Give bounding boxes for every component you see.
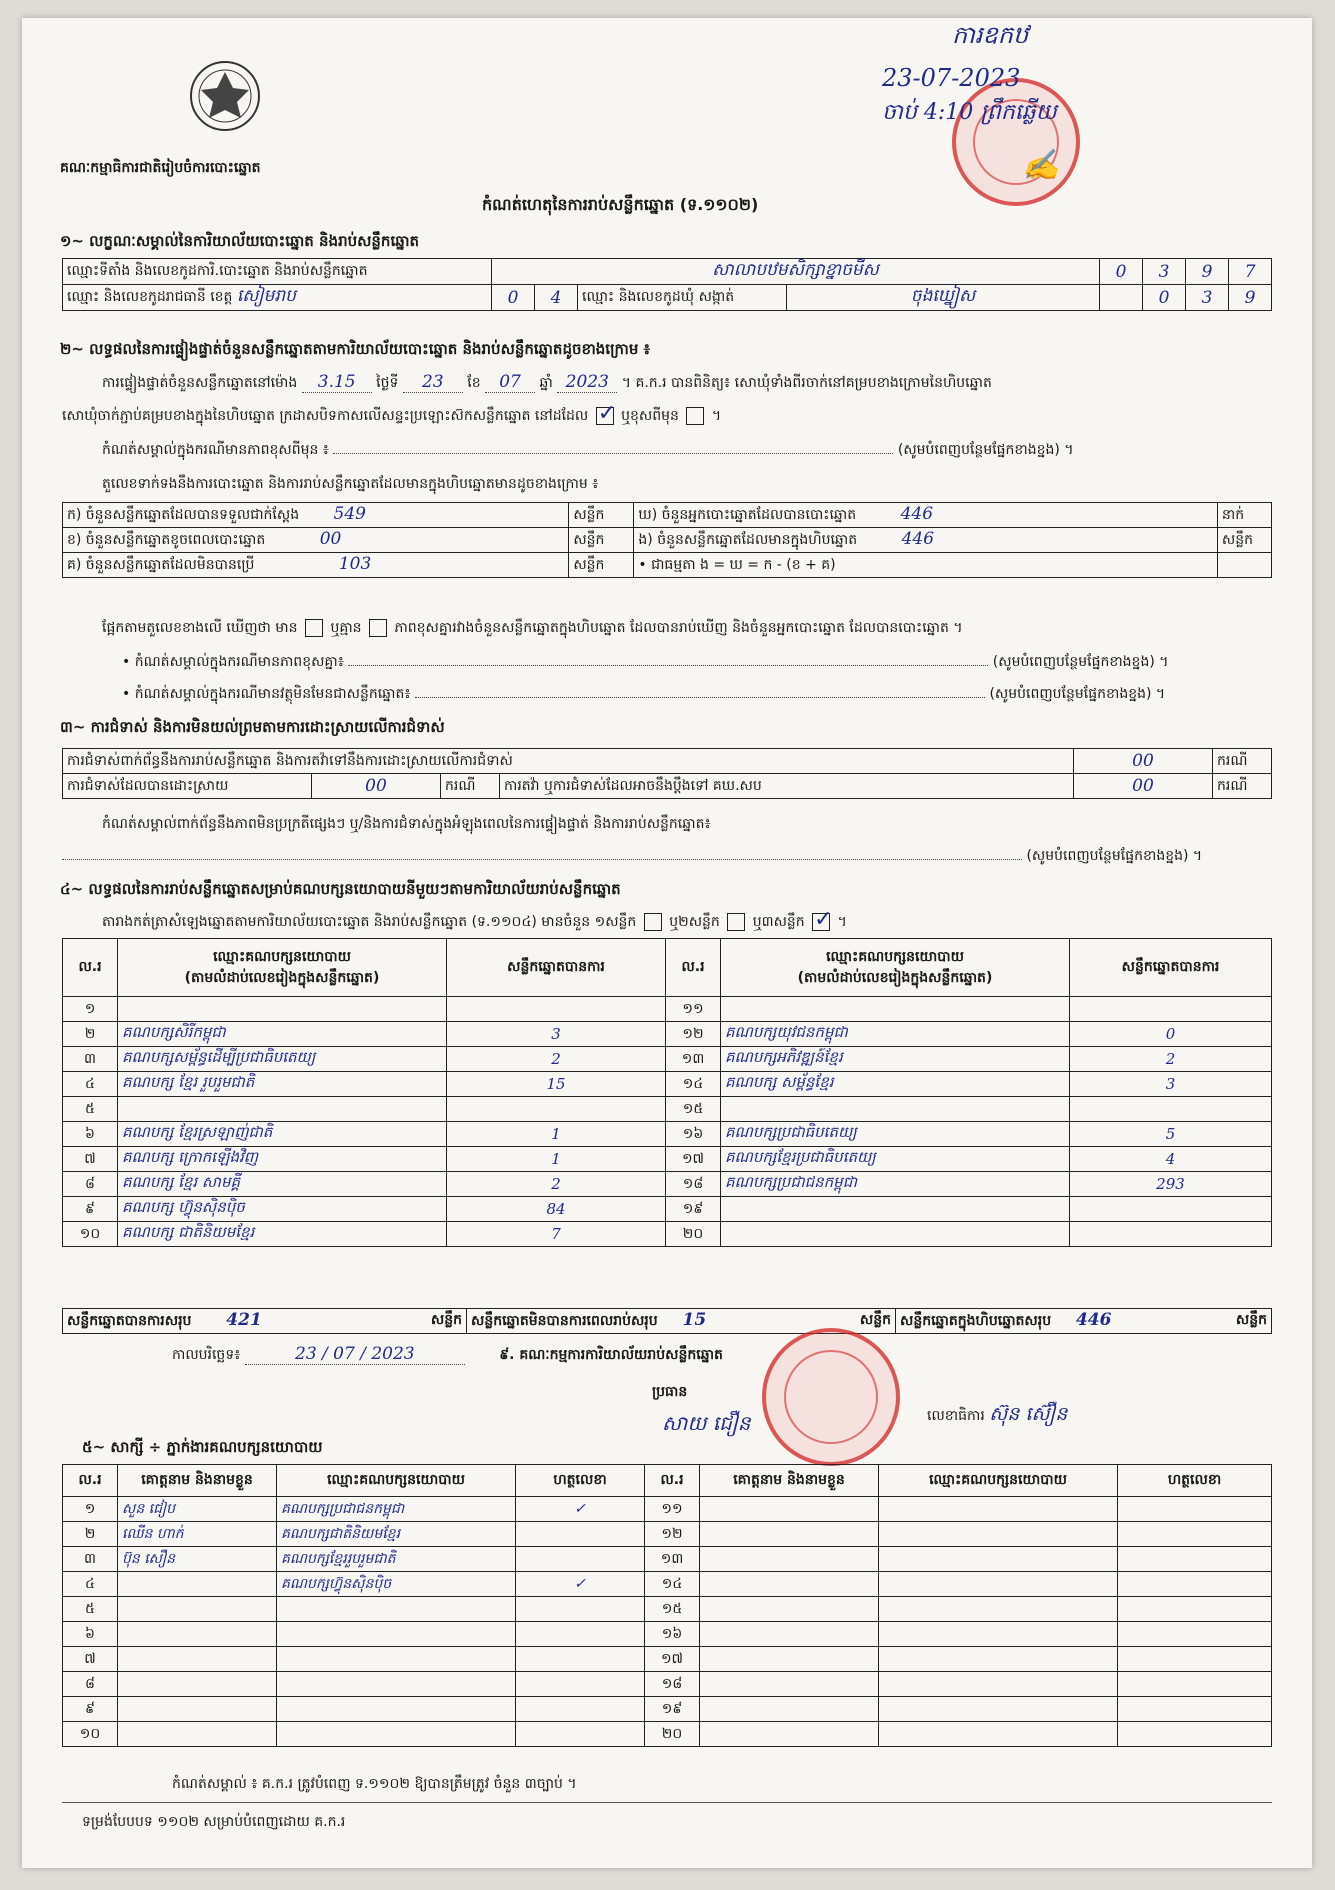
witness-name xyxy=(700,1597,879,1622)
witness-signature xyxy=(1118,1647,1272,1672)
result-party xyxy=(118,997,447,1022)
objection-table: ការជំទាស់ពាក់ព័ន្ធនឹងការរាប់សន្លឹកឆ្នោត និងការតវ៉ាទៅនឹងការដោះស្រាយលើការជំទាស់ 00 ករណី ការជំទាស់ដែលបានដោះស្រាយ 00 ករណី ការតវ៉ា ឬការជំទាស់ដែលអាចនឹងប្តឹងទៅ គឃ.សប 00 ករណី xyxy=(62,748,1272,799)
table-row xyxy=(63,997,1272,1022)
commune-label: ឈ្មោះ និងលេខកូដឃុំ សង្កាត់ xyxy=(578,285,787,311)
bullet-foreign-object: • កំណត់សម្គាល់ក្នុងករណីមានវត្ថុមិនមែនជាសន្លឹកឆ្នោត៖ (សូមបំពេញបន្ថែមផ្នែកខាងខ្នង) ។ xyxy=(122,686,1166,702)
result-no: ៩ xyxy=(63,1197,118,1222)
table-row xyxy=(63,1522,1272,1547)
result-no: ២ xyxy=(63,1022,118,1047)
table-row xyxy=(63,1097,1272,1122)
commune-value: ចុងឃ្នៀស xyxy=(787,285,1100,311)
province-code-1: 0 xyxy=(492,285,535,311)
resolved-count: 00 xyxy=(312,774,441,799)
table-row xyxy=(63,1647,1272,1672)
witness-no: ១៣ xyxy=(645,1547,700,1572)
witness-name xyxy=(118,1672,277,1697)
total-valid-ballots: 421 xyxy=(226,1310,262,1330)
witness-signature xyxy=(1118,1547,1272,1572)
witness-no: ៩ xyxy=(63,1697,118,1722)
witness-signature xyxy=(1118,1572,1272,1597)
witness-party: គណបក្សខ្មែររួបរួមជាតិ xyxy=(277,1547,516,1572)
witness-party xyxy=(879,1522,1118,1547)
witness-signature xyxy=(1118,1697,1272,1722)
result-party: គណបក្សប្រជាជនកម្ពុជា xyxy=(721,1172,1070,1197)
section1-table xyxy=(62,258,1272,311)
witness-party xyxy=(277,1597,516,1622)
witness-no: ១៨ xyxy=(645,1672,700,1697)
result-no: ៨ xyxy=(63,1172,118,1197)
result-votes: 0 xyxy=(1070,1022,1272,1047)
witness-no: ២ xyxy=(63,1522,118,1547)
witness-no: ៤ xyxy=(63,1572,118,1597)
witness-party xyxy=(879,1697,1118,1722)
province-code-2: 4 xyxy=(535,285,578,311)
result-votes: 2 xyxy=(447,1172,666,1197)
result-party: គណបក្ស សម្ព័ន្ធខ្មែរ xyxy=(721,1072,1070,1097)
sheet-count-line: តារាងកត់ត្រាសំឡេងឆ្នោតតាមការិយាល័យបោះឆ្នោត និងរាប់សន្លឹកឆ្នោត (ទ.១១០៤) មានចំនួន ១សន្លឹក ឬ២សន្លឹក ឬ៣សន្លឹក ✓ ។ xyxy=(102,912,847,933)
location-code-4: 7 xyxy=(1229,259,1272,285)
secretary-label: លេខាធិការ ស៊ុន ស៊ឿន xyxy=(927,1403,1068,1425)
result-party: គណបក្ស ខ្មែរស្រឡាញ់ជាតិ xyxy=(118,1122,447,1147)
witness-party: គណបក្សប្រជាជនកម្ពុជា xyxy=(277,1497,516,1522)
witness-no: ១៦ xyxy=(645,1622,700,1647)
location-code-3: 9 xyxy=(1186,259,1229,285)
result-votes xyxy=(447,1097,666,1122)
witness-no: ១២ xyxy=(645,1522,700,1547)
witness-signature xyxy=(1118,1497,1272,1522)
table-row xyxy=(63,1172,1272,1197)
witness-no: ២០ xyxy=(645,1722,700,1747)
result-votes: 84 xyxy=(447,1197,666,1222)
witness-note: កំណត់សម្គាល់ ៖ គ.ក.រ ត្រូវបំពេញ ទ.១១០២ ឱ្យបានត្រឹមត្រូវ ចំនួន ៣ច្បាប់ ។ xyxy=(172,1776,577,1792)
objection-label: ការជំទាស់ពាក់ព័ន្ធនឹងការរាប់សន្លឹកឆ្នោត និងការតវ៉ាទៅនឹងការដោះស្រាយលើការជំទាស់ xyxy=(63,749,1074,774)
verification-day: 23 xyxy=(403,372,463,393)
section4-heading: ៤~ លទ្ធផលនៃការរាប់សន្លឹកឆ្នោតសម្រាប់គណបក្សនយោបាយនីមួយៗតាមការិយាល័យរាប់សន្លឹកឆ្នោត xyxy=(60,880,621,898)
witness-no: ៨ xyxy=(63,1672,118,1697)
witness-signature: ✓ xyxy=(516,1497,645,1522)
total-box-ballots: 446 xyxy=(1075,1310,1112,1330)
section1-heading: ១~ លក្ខណៈសម្គាល់នៃការិយាល័យបោះឆ្នោត និងរាប់សន្លឹកឆ្នោត xyxy=(60,232,420,250)
result-party xyxy=(721,997,1070,1022)
result-no: ២០ xyxy=(666,1222,721,1247)
secretary-signature: ស៊ុន ស៊ឿន xyxy=(989,1403,1068,1425)
result-no: ១ xyxy=(63,997,118,1022)
witness-party xyxy=(879,1647,1118,1672)
report-date: 23 / 07 / 2023 xyxy=(245,1344,465,1365)
location-code-2: 3 xyxy=(1143,259,1186,285)
result-votes xyxy=(1070,1097,1272,1122)
location-value: សាលាបឋមសិក្សាខ្នាចមីស xyxy=(492,259,1100,285)
commune-code-3: 9 xyxy=(1229,285,1272,311)
difference-no-checkbox[interactable] xyxy=(369,619,387,637)
table-row xyxy=(63,1722,1272,1747)
result-no: ១៤ xyxy=(666,1072,721,1097)
count-intro: តួលេខទាក់ទងនឹងការបោះឆ្នោត និងការរាប់សន្លឹកឆ្នោតដែលមានក្នុងហិបឆ្នោតមានដូចខាងក្រោម ៖ xyxy=(102,476,599,492)
witness-no: ៥ xyxy=(63,1597,118,1622)
appeal-label: ការតវ៉ា ឬការជំទាស់ដែលអាចនឹងប្តឹងទៅ គឃ.សប xyxy=(500,774,1074,799)
org-name: គណៈកម្មាធិការជាតិរៀបចំការបោះឆ្នោត xyxy=(60,160,261,176)
witness-name: ឈើន ហាក់ xyxy=(118,1522,277,1547)
witness-name: សួន ជៀប xyxy=(118,1497,277,1522)
witness-party xyxy=(277,1622,516,1647)
witness-signature xyxy=(1118,1722,1272,1747)
witness-name xyxy=(118,1697,277,1722)
page-title: កំណត់ហេតុនៃការរាប់សន្លឹកឆ្នោត (ទ.១១០២) xyxy=(482,195,759,214)
witness-signature: ✓ xyxy=(516,1572,645,1597)
result-votes: 3 xyxy=(1070,1072,1272,1097)
top-annotation-2: 23-07-2023 xyxy=(882,64,1021,92)
top-annotation-1: ការឧកឋ xyxy=(952,21,1029,49)
result-party: គណបក្សយុវជនកម្ពុជា xyxy=(721,1022,1070,1047)
witness-signature xyxy=(516,1597,645,1622)
result-party: គណបក្សសិរីកម្ពុជា xyxy=(118,1022,447,1047)
witness-name xyxy=(700,1497,879,1522)
results-table: ល.រ ឈ្មោះគណបក្សនយោបាយ (តាមលំដាប់លេខរៀងក្នុងសន្លឹកឆ្នោត) សន្លឹកឆ្នោតបានការ ល.រ ឈ្មោះគណបក្សនយោបាយ (តាមលំដាប់លេខរៀងក្នុងសន្លឹកឆ្នោត) សន្លឹកឆ្នោតបានការ ១ ១១ ២ គណបក្សសិរីកម្ពុជា 3 ១២ គណបក្សយុវជនកម្ពុជា 0 ៣ គណបក្សសម្ព័ន្ធដើម្បីប្រជាធិបតេយ្យ 2 ១៣ គណបក្សអភិវឌ្ឍន៍ខ្មែរ 2 ៤ គណបក្ស ខ្មែរ រួបរួមជាតិ 15 ១៤ គណបក្ស សម្ព័ន្ធខ្មែរ 3 ៥ ១៥ ៦ គណបក្ស ខ្មែរស្រឡាញ់ជាតិ 1 ១៦ គណបក្សប្រជាធិបតេយ្យ 5 ៧ គណបក្ស ក្រោកឡើងវិញ 1 ១៧ គណបក្សខ្មែរប្រជាធិបតេយ្យ 4 ៨ គណបក្ស ខ្មែរ សាមគ្គី 2 ១៨ គណបក្សប្រជាជនកម្ពុជា 293 ៩ គណបក្ស ហ៊្វុនស៊ិនប៉ិច 84 ១៩ ១០ គណបក្ស ជាតិនិយមខ្មែរ 7 ២០ xyxy=(62,938,1272,1247)
section3-heading: ៣~ ការជំទាស់ និងការមិនយល់ព្រមតាមការដោះស្រាយលើការជំទាស់ xyxy=(60,718,445,736)
witness-no: ១ xyxy=(63,1497,118,1522)
witness-name xyxy=(118,1597,277,1622)
witness-party xyxy=(277,1722,516,1747)
total-invalid-ballots: 15 xyxy=(682,1310,707,1330)
result-no: ១៣ xyxy=(666,1047,721,1072)
result-no: ៣ xyxy=(63,1047,118,1072)
result-no: ១០ xyxy=(63,1222,118,1247)
location-label: ឈ្មោះទីតាំង និងលេខកូដការិ.បោះឆ្នោត និងរាប់សន្លឹកឆ្នោត xyxy=(63,259,492,285)
result-party: គណបក្សសម្ព័ន្ធដើម្បីប្រជាធិបតេយ្យ xyxy=(118,1047,447,1072)
result-party xyxy=(721,1197,1070,1222)
verification-line-1: ការផ្ទៀងផ្ទាត់ចំនួនសន្លឹកឆ្នោតនៅម៉ោង 3.15 ថ្ងៃទី 23 ខែ 07 ឆ្នាំ 2023 ។ គ.ក.រ បានពិនិត្យ៖ សោឃុំទាំងពីរចាក់នៅគម្របខាងក្រោមនៃហិបឆ្នោត xyxy=(102,372,992,392)
commune-code-1: 0 xyxy=(1143,285,1186,311)
witness-signature xyxy=(1118,1672,1272,1697)
table-row xyxy=(63,1497,1272,1522)
result-no: ៥ xyxy=(63,1097,118,1122)
table-row xyxy=(63,1597,1272,1622)
witness-name xyxy=(118,1647,277,1672)
result-votes xyxy=(1070,1222,1272,1247)
voters-count: 446 xyxy=(900,504,934,524)
objection-note-line: (សូមបំពេញបន្ថែមផ្នែកខាងខ្នង) ។ xyxy=(62,846,1202,867)
witness-signature xyxy=(516,1672,645,1697)
witness-party xyxy=(879,1497,1118,1522)
top-annotation-3: ចាប់ 4:10 ព្រឹកឆ្លើយ xyxy=(882,100,1057,125)
witness-no: ១០ xyxy=(63,1722,118,1747)
president-signature: សាយ ជឿន xyxy=(662,1411,751,1435)
witness-name xyxy=(700,1647,879,1672)
received-ballots: 549 xyxy=(333,504,366,524)
result-no: ១៩ xyxy=(666,1197,721,1222)
spoiled-ballots: 00 xyxy=(319,529,342,549)
ballots-in-box: 446 xyxy=(901,529,935,549)
difference-note: កំណត់សម្គាល់ក្នុងករណីមានភាពខុសពីមុន ៖ (សូមបំពេញបន្ថែមផ្នែកខាងខ្នង) ។ xyxy=(102,442,1074,458)
result-votes xyxy=(1070,1197,1272,1222)
result-party: គណបក្ស ហ៊្វុនស៊ិនប៉ិច xyxy=(118,1197,447,1222)
count-row: ខ) ចំនួនសន្លឹកឆ្នោតខូចពេលបោះឆ្នោត 00 សន្លឹក ង) ចំនួនសន្លឹកឆ្នោតដែលមានក្នុងហិបឆ្នោត 446 សន្លឹក xyxy=(63,528,1272,553)
official-stamp-bottom xyxy=(762,1328,900,1466)
witness-no: ៣ xyxy=(63,1547,118,1572)
witness-name xyxy=(700,1672,879,1697)
resolved-label: ការជំទាស់ដែលបានដោះស្រាយ xyxy=(63,774,312,799)
result-votes: 5 xyxy=(1070,1122,1272,1147)
witness-no: ៧ xyxy=(63,1647,118,1672)
result-votes: 2 xyxy=(1070,1047,1272,1072)
witness-name xyxy=(118,1622,277,1647)
footer-divider xyxy=(62,1802,1272,1803)
witness-signature xyxy=(516,1647,645,1672)
objection-count: 00 xyxy=(1074,749,1213,774)
objection-note: កំណត់សម្គាល់ពាក់ព័ន្ធនឹងភាពមិនប្រក្រតីផ្សេងៗ ឬ/និងការជំទាស់ក្នុងអំឡុងពេលនៃការផ្ទៀងផ្ទាត់ និងការរាប់សន្លឹកឆ្នោត៖ xyxy=(102,816,711,832)
witness-party xyxy=(879,1597,1118,1622)
verification-line-2: សោឃុំចាក់ភ្ជាប់គម្របខាងក្នុងនៃហិបឆ្នោត ក្រដាសបិទកាសលើសន្ទះប្រឡោះស៊កសន្លឹកឆ្នោត នៅដដែល ✓ ឬខុសពីមុន ។ xyxy=(62,406,721,427)
result-no: ១៧ xyxy=(666,1147,721,1172)
result-votes: 1 xyxy=(447,1122,666,1147)
result-no: ៤ xyxy=(63,1072,118,1097)
witness-name xyxy=(700,1572,879,1597)
top-signature: ✍ xyxy=(1022,148,1060,183)
table-row xyxy=(63,1147,1272,1172)
witness-party: គណបក្សហ៊្វុនស៊ិនប៉ិច xyxy=(277,1572,516,1597)
witness-party: គណបក្សជាតិនិយមខ្មែរ xyxy=(277,1522,516,1547)
table-row xyxy=(63,1022,1272,1047)
witness-signature xyxy=(1118,1622,1272,1647)
witness-party xyxy=(277,1697,516,1722)
result-party: គណបក្សប្រជាធិបតេយ្យ xyxy=(721,1122,1070,1147)
witness-no: ១៤ xyxy=(645,1572,700,1597)
date-line: កាលបរិច្ឆេទ៖ 23 / 07 / 2023 ៩. គណៈកម្មការការិយាល័យរាប់សន្លឹកឆ្នោត xyxy=(172,1344,723,1364)
result-party xyxy=(721,1222,1070,1247)
witness-party xyxy=(879,1547,1118,1572)
witness-signature xyxy=(1118,1597,1272,1622)
witness-signature xyxy=(516,1722,645,1747)
result-party: គណបក្ស ជាតិនិយមខ្មែរ xyxy=(118,1222,447,1247)
result-votes: 4 xyxy=(1070,1147,1272,1172)
section2-heading: ២~ លទ្ធផលនៃការផ្ទៀងផ្ទាត់ចំនួនសន្លឹកឆ្នោតតាមការិយាល័យបោះឆ្នោត និងរាប់សន្លឹកឆ្នោតដូចខាងក្រោម ៖ xyxy=(60,340,651,358)
result-votes: 7 xyxy=(447,1222,666,1247)
witness-name xyxy=(700,1547,879,1572)
emblem-icon xyxy=(187,58,263,134)
result-votes xyxy=(447,997,666,1022)
province-label: ឈ្មោះ និងលេខកូដរាជធានី ខេត្ត សៀមរាប xyxy=(63,285,492,311)
witness-name: ប៊ុន សឿន xyxy=(118,1547,277,1572)
witness-name xyxy=(700,1697,879,1722)
table-row xyxy=(63,1047,1272,1072)
result-no: ១៦ xyxy=(666,1122,721,1147)
location-code-1: 0 xyxy=(1100,259,1143,285)
witness-signature xyxy=(1118,1522,1272,1547)
verification-year: 2023 xyxy=(557,372,617,393)
result-no: ១២ xyxy=(666,1022,721,1047)
witness-name xyxy=(700,1722,879,1747)
result-votes: 3 xyxy=(447,1022,666,1047)
result-no: ៧ xyxy=(63,1147,118,1172)
witness-signature xyxy=(516,1522,645,1547)
witness-party xyxy=(879,1622,1118,1647)
witness-name xyxy=(700,1622,879,1647)
compare-line: ផ្អែកតាមតួលេខខាងលើ ឃើញថា មាន ឬគ្មាន ភាពខុសគ្នារវាងចំនួនសន្លឹកឆ្នោតក្នុងហិបឆ្នោត ដែលបានរាប់ឃើញ និងចំនួនអ្នកបោះឆ្នោត ដែលបានបោះឆ្នោត ។ xyxy=(102,620,963,636)
result-party: គណបក្សខ្មែរប្រជាធិបតេយ្យ xyxy=(721,1147,1070,1172)
result-votes: 15 xyxy=(447,1072,666,1097)
result-party: គណបក្សអភិវឌ្ឍន៍ខ្មែរ xyxy=(721,1047,1070,1072)
count-row: ក) ចំនួនសន្លឹកឆ្នោតដែលបានទទួលជាក់ស្តែង 549 សន្លឹក ឃ) ចំនួនអ្នកបោះឆ្នោតដែលបានបោះឆ្នោត 446 នាក់ xyxy=(63,503,1272,528)
appeal-count: 00 xyxy=(1074,774,1213,799)
result-votes: 293 xyxy=(1070,1172,1272,1197)
result-party xyxy=(118,1097,447,1122)
totals-table: សន្លឹកឆ្នោតបានការសរុប 421 សន្លឹក សន្លឹកឆ្នោតមិនបានការពេលរាប់សរុប 15 សន្លឹក សន្លឹកឆ្នោតក្នុងហិបឆ្នោតសរុប 446 សន្លឹក xyxy=(62,1308,1272,1334)
witness-party xyxy=(879,1572,1118,1597)
verification-month: 07 xyxy=(485,372,535,393)
table-row xyxy=(63,1572,1272,1597)
result-no: ៦ xyxy=(63,1122,118,1147)
count-row: គ) ចំនួនសន្លឹកឆ្នោតដែលមិនបានប្រើ 103 សន្លឹក • ជាធម្មតា ង = ឃ = ក - (ខ + គ) xyxy=(63,553,1272,578)
witness-name xyxy=(700,1522,879,1547)
result-party: គណបក្ស ខ្មែរ រួបរួមជាតិ xyxy=(118,1072,447,1097)
bullet-difference: • កំណត់សម្គាល់ក្នុងករណីមានភាពខុសគ្នា៖ (សូមបំពេញបន្ថែមផ្នែកខាងខ្នង) ។ xyxy=(122,654,1169,670)
table-row xyxy=(63,1547,1272,1572)
result-votes xyxy=(1070,997,1272,1022)
witness-party xyxy=(277,1672,516,1697)
table-row xyxy=(63,1122,1272,1147)
president-label: ប្រធាន xyxy=(652,1384,688,1400)
verification-time: 3.15 xyxy=(302,372,372,393)
witness-party xyxy=(879,1672,1118,1697)
witness-no: ១៩ xyxy=(645,1697,700,1722)
witness-no: ១១ xyxy=(645,1497,700,1522)
witness-no: ១៧ xyxy=(645,1647,700,1672)
document-page xyxy=(22,18,1312,1868)
witness-party xyxy=(879,1722,1118,1747)
witness-table: ល.រ គោត្តនាម និងនាមខ្លួន ឈ្មោះគណបក្សនយោបាយ ហត្ថលេខា ល.រ គោត្តនាម និងនាមខ្លួន ឈ្មោះគណបក្សនយោបាយ ហត្ថលេខា ១ សួន ជៀប គណបក្សប្រជាជនកម្ពុជា ✓ ១១ ២ ឈើន ហាក់ គណបក្សជាតិនិយមខ្មែរ ១២ ៣ ប៊ុន សឿន គណបក្សខ្មែររួបរួមជាតិ ១៣ ៤ គណបក្សហ៊្វុនស៊ិនប៉ិច ✓ ១៤ ៥ ១៥ ៦ ១៦ ៧ ១៧ ៨ ១៨ ៩ ១៩ ១០ ២០ xyxy=(62,1464,1272,1747)
two-sheet-checkbox[interactable] xyxy=(727,913,745,931)
table-row xyxy=(63,1072,1272,1097)
footer-text: ទម្រង់បែបបទ ១១០២ សម្រាប់បំពេញដោយ គ.ក.រ xyxy=(82,1814,346,1830)
result-party: គណបក្ស ក្រោកឡើងវិញ xyxy=(118,1147,447,1172)
result-no: ១៨ xyxy=(666,1172,721,1197)
three-sheet-checkbox[interactable] xyxy=(812,913,830,931)
witness-party xyxy=(277,1647,516,1672)
witness-signature xyxy=(516,1547,645,1572)
table-row xyxy=(63,1672,1272,1697)
result-no: ១៥ xyxy=(666,1097,721,1122)
witness-no: ៦ xyxy=(63,1622,118,1647)
result-votes: 1 xyxy=(447,1147,666,1172)
result-party: គណបក្ស ខ្មែរ សាមគ្គី xyxy=(118,1172,447,1197)
result-no: ១១ xyxy=(666,997,721,1022)
witness-name xyxy=(118,1722,277,1747)
table-row xyxy=(63,1622,1272,1647)
table-row xyxy=(63,1222,1272,1247)
table-row xyxy=(63,1697,1272,1722)
table-row xyxy=(63,1197,1272,1222)
unused-ballots: 103 xyxy=(338,554,372,574)
one-sheet-checkbox[interactable] xyxy=(644,913,662,931)
commune-code-2: 3 xyxy=(1186,285,1229,311)
result-votes: 2 xyxy=(447,1047,666,1072)
witness-signature xyxy=(516,1697,645,1722)
count-table xyxy=(62,502,1272,578)
difference-yes-checkbox[interactable] xyxy=(305,619,323,637)
witness-signature xyxy=(516,1622,645,1647)
unchanged-checkbox[interactable] xyxy=(596,407,614,425)
witness-no: ១៥ xyxy=(645,1597,700,1622)
changed-checkbox[interactable] xyxy=(686,407,704,425)
witness-name xyxy=(118,1572,277,1597)
result-party xyxy=(721,1097,1070,1122)
section5-heading: ៥~ សាក្សី ÷ ភ្នាក់ងារគណបក្សនយោបាយ xyxy=(82,1438,323,1456)
